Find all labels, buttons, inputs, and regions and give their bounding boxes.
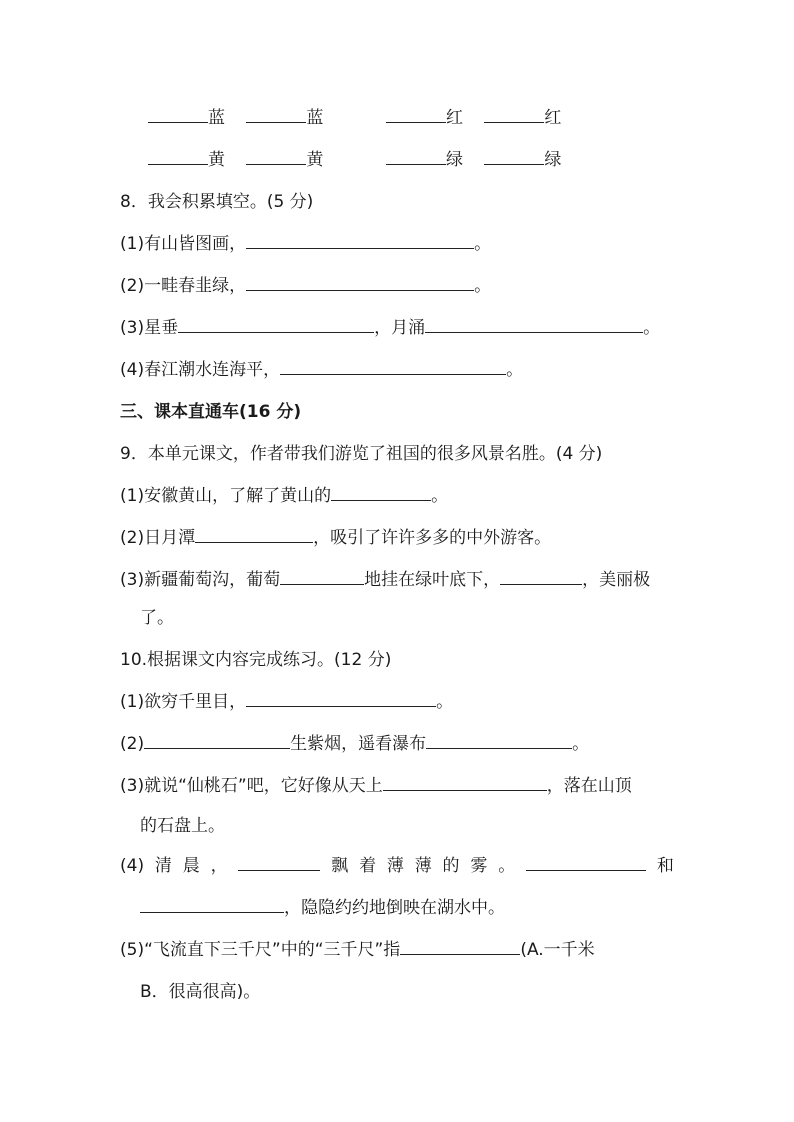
blank[interactable] [500, 568, 582, 585]
q8-title: 8．我会积累填空。(5 分) [120, 192, 314, 212]
section-title: 三、课本直通车(16 分) [120, 402, 302, 422]
q10-item-1: (1)欲穷千里目， 。 [120, 692, 454, 712]
q8-item-3: (3)星垂 ，月涌 。 [120, 318, 661, 338]
blank[interactable] [484, 148, 544, 165]
blank[interactable] [148, 106, 208, 123]
q9-item-1: (1)安徽黄山，了解了黄山的 。 [120, 486, 449, 506]
q9-item-3-cont: 了。 [140, 608, 174, 628]
blank[interactable] [400, 938, 520, 955]
q8-item-4: (4)春江潮水连海平， 。 [120, 360, 524, 380]
blank[interactable] [426, 732, 572, 749]
blank[interactable] [484, 106, 544, 123]
q10-item-3-cont: 的石盘上。 [140, 816, 225, 836]
blank[interactable] [140, 896, 284, 913]
blank[interactable] [178, 316, 374, 333]
blank[interactable] [246, 148, 306, 165]
blank[interactable] [246, 232, 474, 249]
blank[interactable] [144, 732, 290, 749]
q8-item-1: (1)有山皆图画， 。 [120, 234, 492, 254]
blank[interactable] [148, 148, 208, 165]
blank[interactable] [246, 274, 474, 291]
blank[interactable] [331, 484, 431, 501]
blank[interactable] [280, 358, 506, 375]
q9-item-2: (2)日月潭 ，吸引了许许多多的中外游客。 [120, 528, 552, 548]
q8-item-2: (2)一畦春韭绿， 。 [120, 276, 492, 296]
blank[interactable] [195, 526, 313, 543]
blank[interactable] [246, 106, 306, 123]
q10-item-4-cont: ，隐隐约约地倒映在湖水中。 [140, 896, 505, 920]
q10-item-4: (4) 清 晨 ， 飘 着 薄 薄 的 雾 。 和 [120, 856, 674, 876]
q10-item-3: (3)就说“仙桃石”吧，它好像从天上 ，落在山顶 [120, 776, 632, 796]
blank[interactable] [246, 690, 436, 707]
blank[interactable] [280, 568, 364, 585]
q10-item-5: (5)“飞流直下三千尺”中的“三千尺”指 (A.一千米 [120, 940, 595, 960]
color-row-1: 蓝 蓝 [148, 106, 323, 130]
blank[interactable] [386, 106, 446, 123]
blank[interactable] [526, 854, 646, 871]
blank[interactable] [383, 774, 547, 791]
q9-item-3: (3)新疆葡萄沟，葡萄 地挂在绿叶底下， ，美丽极 [120, 570, 651, 590]
blank[interactable] [238, 854, 320, 871]
blank[interactable] [425, 316, 643, 333]
q10-title: 10.根据课文内容完成练习。(12 分) [120, 650, 392, 670]
color-row-2b: 绿 绿 [386, 148, 561, 172]
q10-item-2: (2) 生紫烟，遥看瀑布 。 [120, 734, 590, 754]
blank[interactable] [386, 148, 446, 165]
color-row-2: 黄 黄 [148, 148, 323, 172]
q10-item-5-cont: B．很高很高)。 [140, 982, 261, 1002]
q9-title: 9．本单元课文，作者带我们游览了祖国的很多风景名胜。(4 分) [120, 444, 603, 464]
color-row-1b: 红 红 [386, 106, 561, 130]
